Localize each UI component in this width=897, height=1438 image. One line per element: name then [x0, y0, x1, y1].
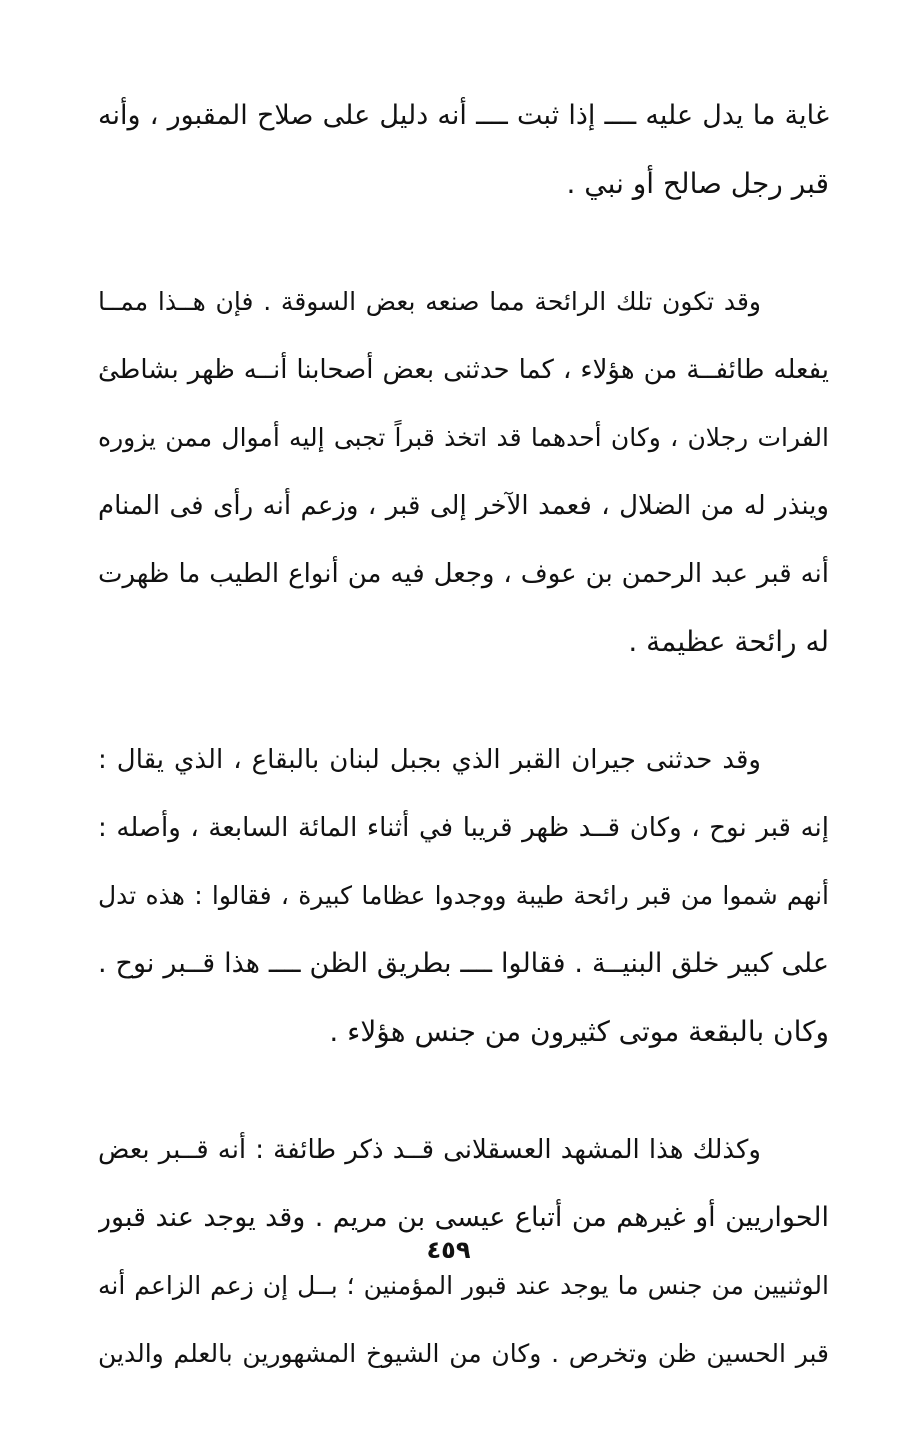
text-line: وقد تكون تلك الرائحة مما صنعه بعض السوقة . فإن هــذا ممــا: [98, 287, 761, 316]
text-line: قبر رجل صالح أو نبي .: [566, 167, 829, 200]
text-line: غاية ما يدل عليه ــــ إذا ثبت ــــ أنه دليل على صلاح المقبور ، وأنه: [98, 100, 829, 131]
text-line: أنهم شموا من قبر رائحة طيبة ووجدوا عظاما كبيرة ، فقالوا : هذه تدل: [98, 881, 829, 910]
text-line: على كبير خلق البنيــة . فقالوا ــــ بطريق الظن ــــ هذا قــبر نوح .: [98, 948, 829, 979]
text-line: وكان بالبقعة موتى كثيرون من جنس هؤلاء .: [329, 1015, 829, 1048]
text-line: الفرات رجلان ، وكان أحدهما قد اتخذ قبراً تجبى إليه أموال ممن يزوره: [98, 423, 829, 452]
paragraph-2: [98, 268, 829, 676]
text-line: يفعله طائفــة من هؤلاء ، كما حدثنى بعض أصحابنا أنــه ظهر بشاطئ: [98, 355, 829, 385]
body-text: [98, 82, 829, 1438]
text-line: قبر الحسين ظن وتخرص . وكان من الشيوخ المشهورين بالعلم والدين: [98, 1339, 829, 1368]
text-line: وقد حدثنى جيران القبر الذي بجبل لبنان بالبقاع ، الذي يقال :: [98, 745, 761, 775]
text-line: الوثنيين من جنس ما يوجد عند قبور المؤمنين ؛ بــل إن زعم الزاعم أنه: [98, 1271, 829, 1300]
text-line: إنه قبر نوح ، وكان قــد ظهر قريبا في أثناء المائة السابعة ، وأصله :: [98, 813, 829, 843]
paragraph-3: [98, 726, 829, 1066]
text-line: وينذر له من الضلال ، فعمد الآخر إلى قبر ، وزعم أنه رأى فى المنام: [98, 491, 829, 521]
text-line: أنه قبر عبد الرحمن بن عوف ، وجعل فيه من أنواع الطيب ما ظهرت: [98, 559, 829, 589]
paragraph-1: [98, 82, 829, 218]
page-number: ٤٥٩: [426, 1236, 471, 1264]
text-line: الحواريين أو غيرهم من أتباع عيسى بن مريم . وقد يوجد عند قبور: [98, 1202, 829, 1233]
text-line: له رائحة عظيمة .: [628, 625, 829, 658]
text-line: وكذلك هذا المشهد العسقلانى قــد ذكر طائفة : أنه قــبر بعض: [98, 1135, 761, 1165]
